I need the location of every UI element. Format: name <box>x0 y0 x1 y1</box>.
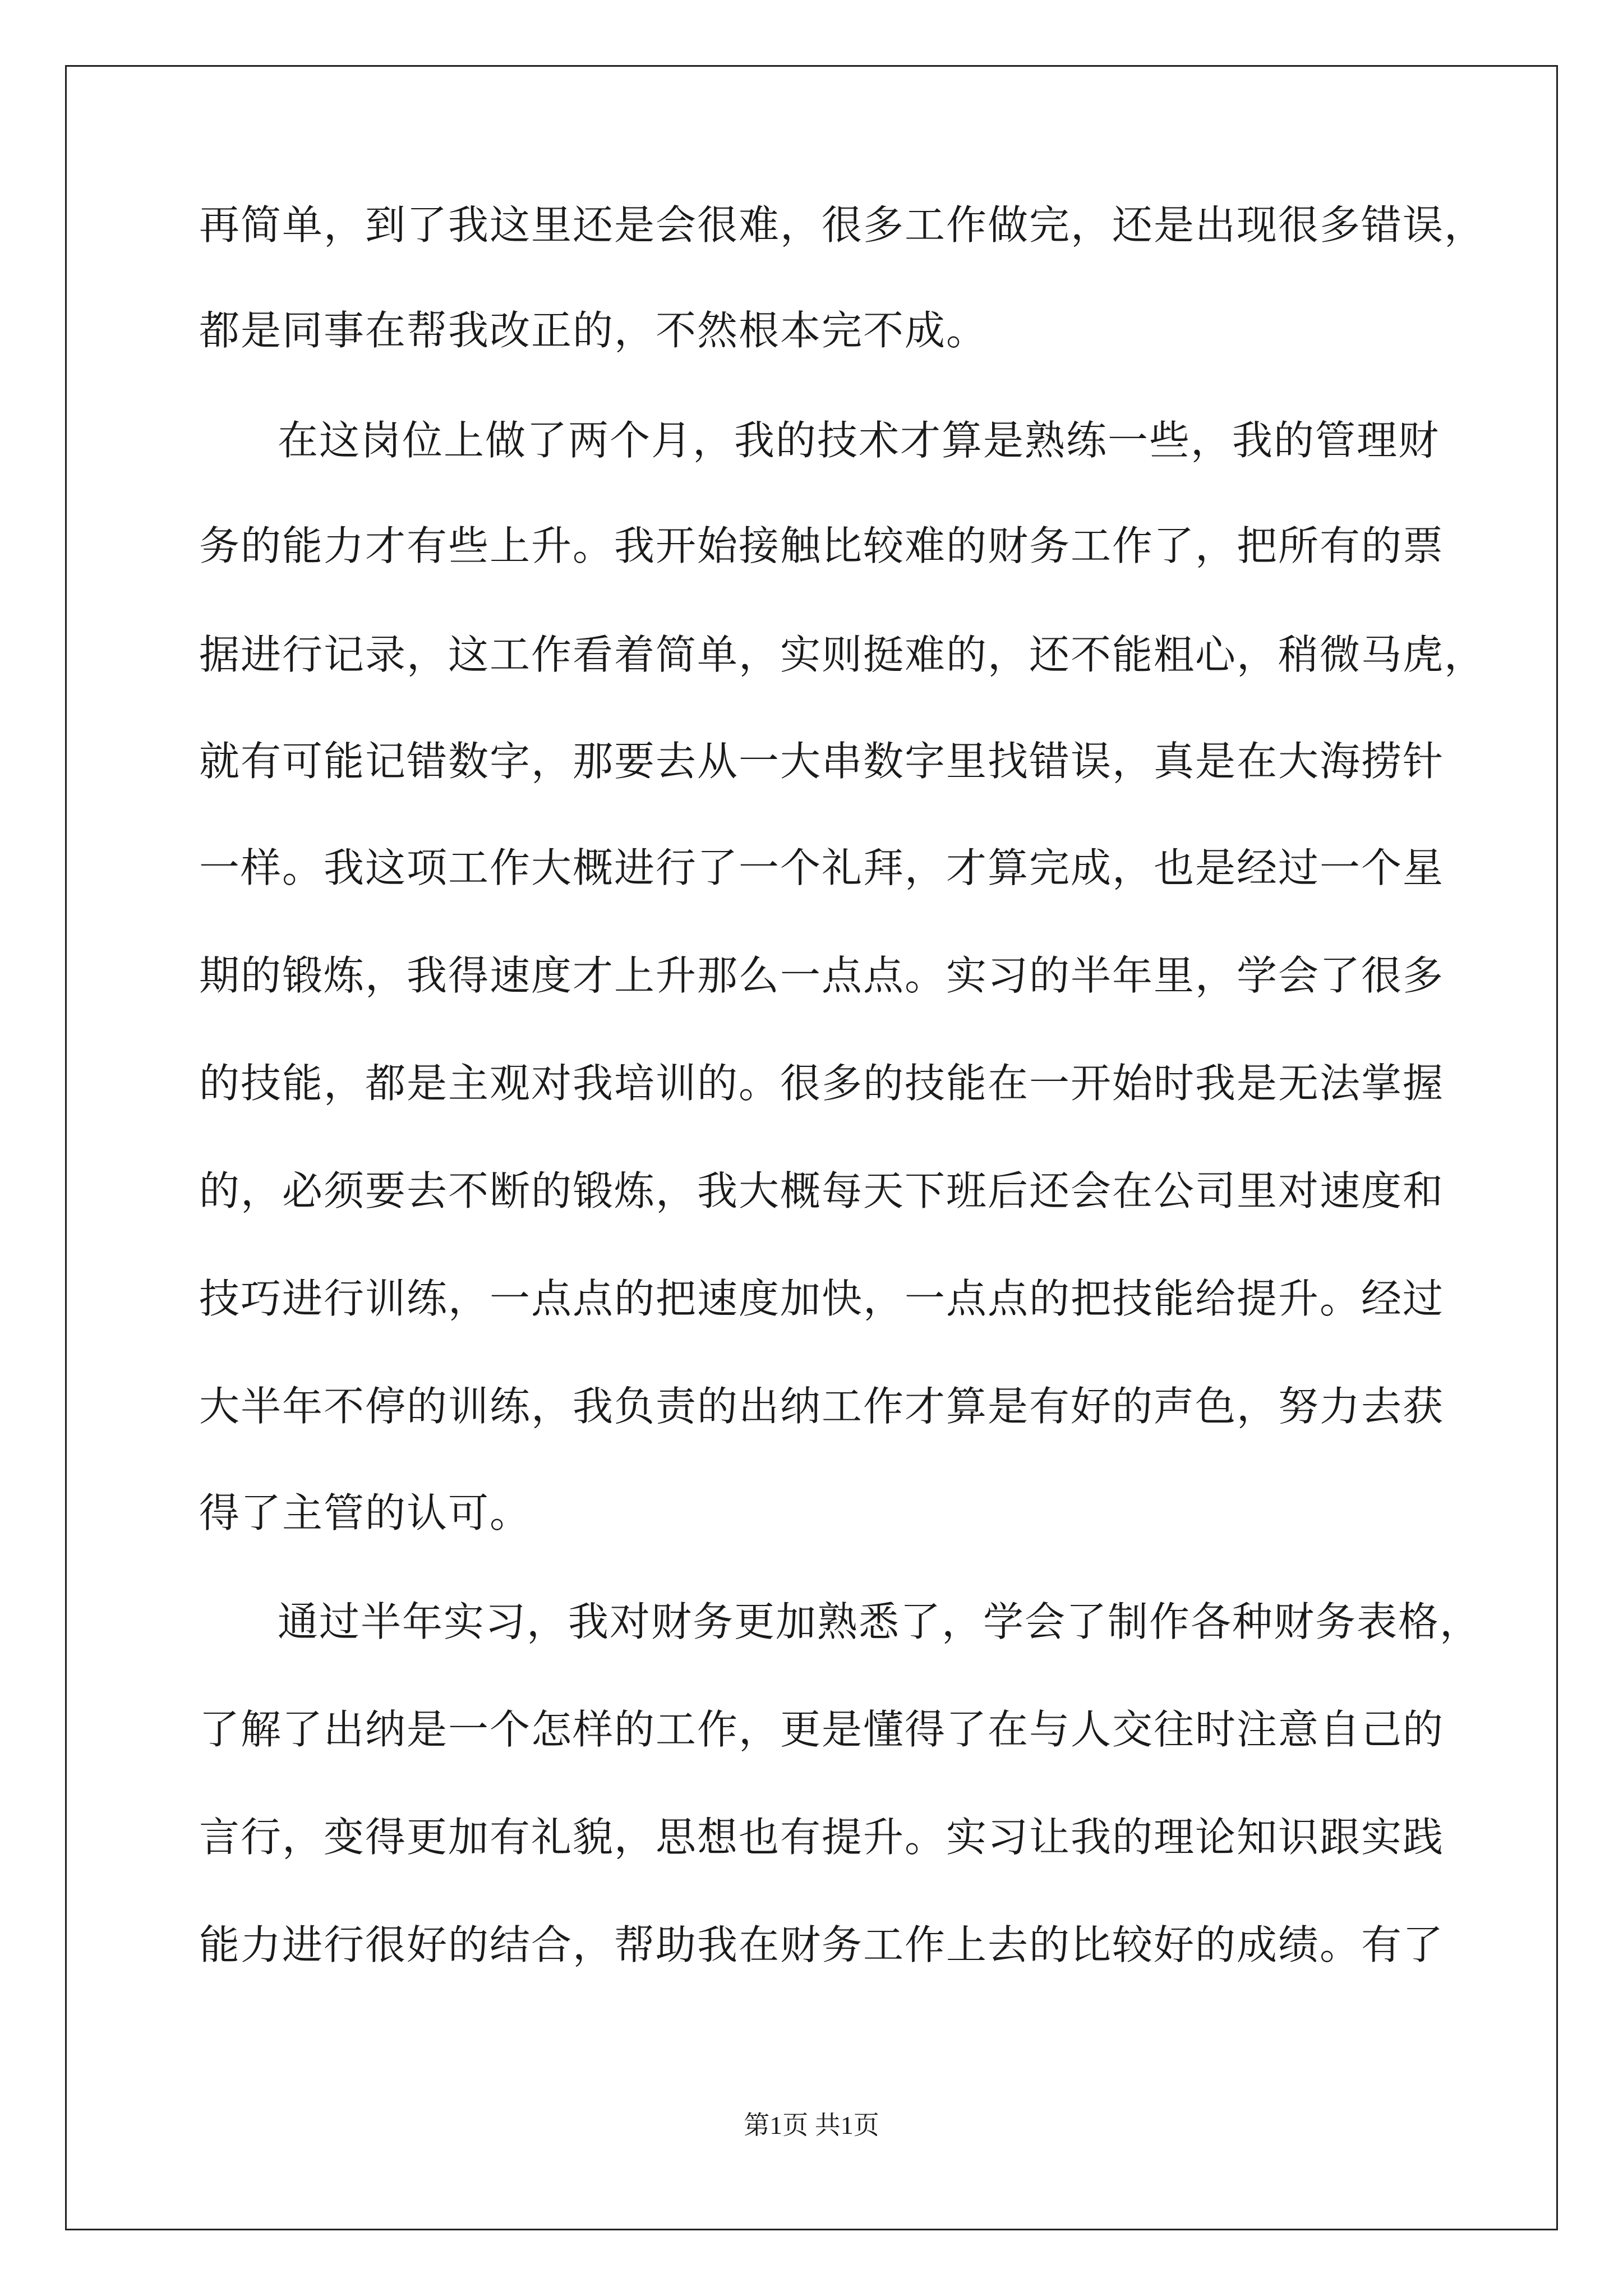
text-line: 期的锻炼，我得速度才上升那么一点点。实习的半年里，学会了很多 <box>199 952 1445 999</box>
text-line: 技巧进行训练，一点点的把速度加快，一点点的把技能给提升。经过 <box>199 1275 1445 1322</box>
paragraph-start-line: 在这岗位上做了两个月，我的技术才算是熟练一些，我的管理财 <box>278 417 1440 464</box>
text-line: 就有可能记错数字，那要去从一大串数字里找错误，真是在大海捞针 <box>199 738 1445 785</box>
page-frame <box>65 65 1558 2230</box>
text-line: 能力进行很好的结合，帮助我在财务工作上去的比较好的成绩。有了 <box>199 1921 1445 1968</box>
page-content <box>67 67 1556 2229</box>
text-line: 言行，变得更加有礼貌，思想也有提升。实习让我的理论知识跟实践 <box>199 1814 1445 1861</box>
text-line: 据进行记录，这工作看着简单，实则挺难的，还不能粗心，稍微马虎， <box>199 631 1486 678</box>
text-line: 都是同事在帮我改正的，不然根本完不成。 <box>199 307 988 354</box>
text-line: 务的能力才有些上升。我开始接触比较难的财务工作了，把所有的票 <box>199 522 1445 569</box>
paragraph-start-line: 通过半年实习，我对财务更加熟悉了，学会了制作各种财务表格， <box>278 1598 1482 1645</box>
text-line: 了解了出纳是一个怎样的工作，更是懂得了在与人交往时注意自己的 <box>199 1706 1445 1753</box>
text-line: 再简单，到了我这里还是会很难，很多工作做完，还是出现很多错误， <box>199 201 1486 249</box>
page-footer: 第1页 共1页 <box>744 2111 879 2139</box>
text-line: 得了主管的认可。 <box>199 1489 532 1536</box>
text-line: 一样。我这项工作大概进行了一个礼拜，才算完成，也是经过一个星 <box>199 844 1445 891</box>
text-line: 的，必须要去不断的锻炼，我大概每天下班后还会在公司里对速度和 <box>199 1167 1445 1214</box>
text-line: 的技能，都是主观对我培训的。很多的技能在一开始时我是无法掌握 <box>199 1060 1445 1107</box>
text-line: 大半年不停的训练，我负责的出纳工作才算是有好的声色，努力去获 <box>199 1383 1445 1430</box>
